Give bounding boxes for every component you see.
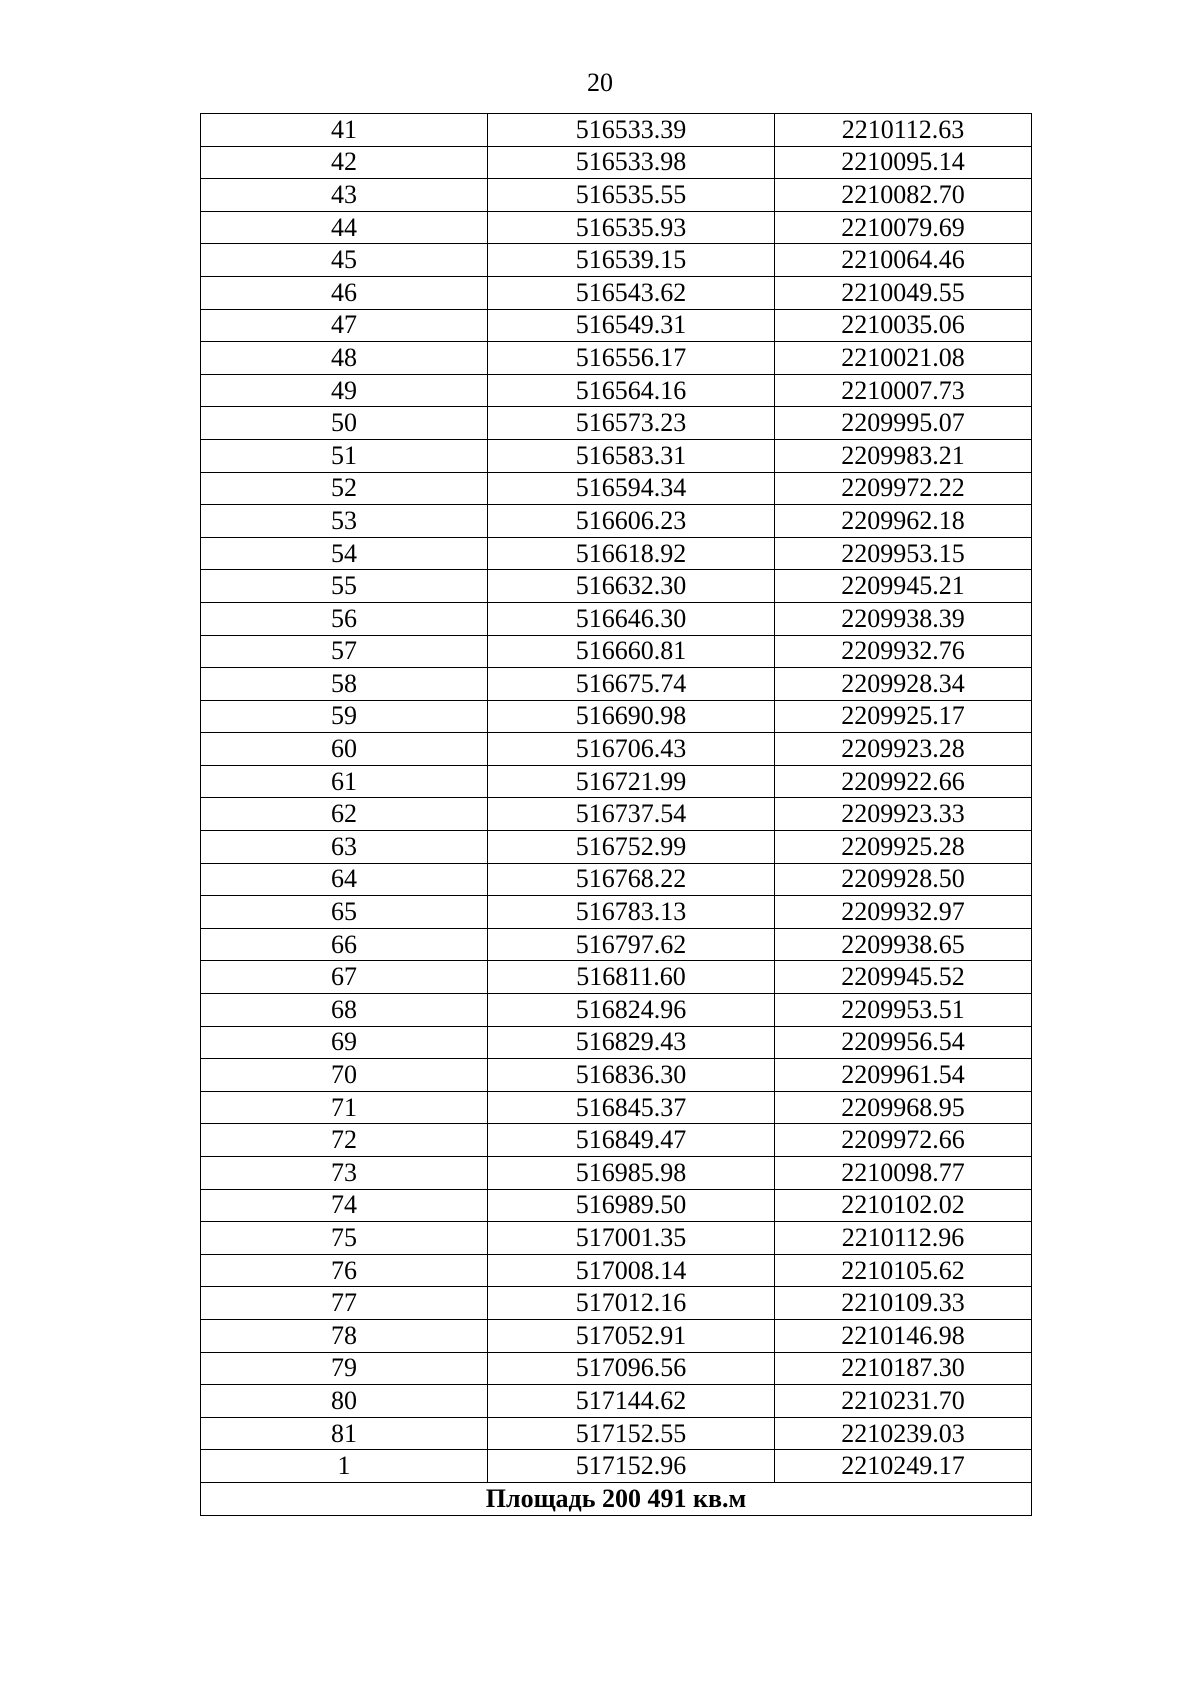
x-coordinate-cell: 516849.47 [488, 1124, 775, 1157]
x-coordinate-cell: 516543.62 [488, 276, 775, 309]
table-row [201, 831, 1032, 864]
x-coordinate-cell: 516556.17 [488, 342, 775, 375]
area-total: Площадь 200 491 кв.м [201, 1482, 1032, 1515]
x-coordinate-cell: 516632.30 [488, 570, 775, 603]
point-number-cell: 52 [201, 472, 488, 505]
table-row [201, 863, 1032, 896]
x-coordinate-cell: 516533.39 [488, 114, 775, 147]
x-coordinate-cell: 516845.37 [488, 1091, 775, 1124]
y-coordinate-cell: 2210187.30 [775, 1352, 1032, 1385]
y-coordinate-cell: 2209972.22 [775, 472, 1032, 505]
x-coordinate-cell: 517144.62 [488, 1385, 775, 1418]
table-row [201, 1091, 1032, 1124]
table-row [201, 439, 1032, 472]
y-coordinate-cell: 2210095.14 [775, 146, 1032, 179]
x-coordinate-cell: 516594.34 [488, 472, 775, 505]
x-coordinate-cell: 516989.50 [488, 1189, 775, 1222]
table-row [201, 1450, 1032, 1483]
area-row [201, 1482, 1032, 1515]
point-number-cell: 76 [201, 1254, 488, 1287]
point-number-cell: 60 [201, 733, 488, 766]
point-number-cell: 65 [201, 896, 488, 929]
point-number-cell: 71 [201, 1091, 488, 1124]
table-row [201, 146, 1032, 179]
y-coordinate-cell: 2209938.39 [775, 602, 1032, 635]
y-coordinate-cell: 2209995.07 [775, 407, 1032, 440]
x-coordinate-cell: 517012.16 [488, 1287, 775, 1320]
x-coordinate-cell: 516721.99 [488, 765, 775, 798]
table-row [201, 407, 1032, 440]
y-coordinate-cell: 2209923.28 [775, 733, 1032, 766]
point-number-cell: 61 [201, 765, 488, 798]
y-coordinate-cell: 2209972.66 [775, 1124, 1032, 1157]
table-row [201, 733, 1032, 766]
point-number-cell: 63 [201, 831, 488, 864]
table-row [201, 1319, 1032, 1352]
table-row [201, 928, 1032, 961]
table-row [201, 994, 1032, 1027]
y-coordinate-cell: 2210112.63 [775, 114, 1032, 147]
point-number-cell: 50 [201, 407, 488, 440]
point-number-cell: 62 [201, 798, 488, 831]
y-coordinate-cell: 2209928.50 [775, 863, 1032, 896]
point-number-cell: 74 [201, 1189, 488, 1222]
y-coordinate-cell: 2210049.55 [775, 276, 1032, 309]
coordinates-table-body [201, 114, 1032, 1483]
point-number-cell: 78 [201, 1319, 488, 1352]
x-coordinate-cell: 516539.15 [488, 244, 775, 277]
x-coordinate-cell: 516811.60 [488, 961, 775, 994]
point-number-cell: 68 [201, 994, 488, 1027]
point-number-cell: 47 [201, 309, 488, 342]
table-row [201, 505, 1032, 538]
x-coordinate-cell: 516535.93 [488, 211, 775, 244]
table-row [201, 1059, 1032, 1092]
point-number-cell: 70 [201, 1059, 488, 1092]
y-coordinate-cell: 2209956.54 [775, 1026, 1032, 1059]
y-coordinate-cell: 2209962.18 [775, 505, 1032, 538]
x-coordinate-cell: 517052.91 [488, 1319, 775, 1352]
x-coordinate-cell: 516564.16 [488, 374, 775, 407]
x-coordinate-cell: 516985.98 [488, 1157, 775, 1190]
x-coordinate-cell: 516824.96 [488, 994, 775, 1027]
y-coordinate-cell: 2210098.77 [775, 1157, 1032, 1190]
x-coordinate-cell: 516618.92 [488, 537, 775, 570]
y-coordinate-cell: 2210007.73 [775, 374, 1032, 407]
y-coordinate-cell: 2210146.98 [775, 1319, 1032, 1352]
x-coordinate-cell: 516768.22 [488, 863, 775, 896]
point-number-cell: 44 [201, 211, 488, 244]
point-number-cell: 41 [201, 114, 488, 147]
x-coordinate-cell: 516535.55 [488, 179, 775, 212]
point-number-cell: 75 [201, 1222, 488, 1255]
y-coordinate-cell: 2210035.06 [775, 309, 1032, 342]
x-coordinate-cell: 516836.30 [488, 1059, 775, 1092]
table-row [201, 342, 1032, 375]
point-number-cell: 73 [201, 1157, 488, 1190]
y-coordinate-cell: 2209925.17 [775, 700, 1032, 733]
x-coordinate-cell: 517001.35 [488, 1222, 775, 1255]
y-coordinate-cell: 2209932.97 [775, 896, 1032, 929]
table-row [201, 309, 1032, 342]
table-row [201, 537, 1032, 570]
point-number-cell: 55 [201, 570, 488, 603]
page-number: 20 [587, 68, 613, 97]
table-row [201, 1124, 1032, 1157]
table-row [201, 668, 1032, 701]
x-coordinate-cell: 516752.99 [488, 831, 775, 864]
point-number-cell: 45 [201, 244, 488, 277]
y-coordinate-cell: 2209938.65 [775, 928, 1032, 961]
y-coordinate-cell: 2210021.08 [775, 342, 1032, 375]
table-row [201, 961, 1032, 994]
y-coordinate-cell: 2209961.54 [775, 1059, 1032, 1092]
y-coordinate-cell: 2209928.34 [775, 668, 1032, 701]
table-row [201, 472, 1032, 505]
table-row [201, 1189, 1032, 1222]
x-coordinate-cell: 516675.74 [488, 668, 775, 701]
y-coordinate-cell: 2209953.15 [775, 537, 1032, 570]
point-number-cell: 58 [201, 668, 488, 701]
x-coordinate-cell: 516737.54 [488, 798, 775, 831]
table-row [201, 179, 1032, 212]
table-row [201, 276, 1032, 309]
y-coordinate-cell: 2209932.76 [775, 635, 1032, 668]
table-row [201, 114, 1032, 147]
point-number-cell: 69 [201, 1026, 488, 1059]
point-number-cell: 67 [201, 961, 488, 994]
point-number-cell: 66 [201, 928, 488, 961]
y-coordinate-cell: 2210064.46 [775, 244, 1032, 277]
table-row [201, 1417, 1032, 1450]
x-coordinate-cell: 516533.98 [488, 146, 775, 179]
table-row [201, 1385, 1032, 1418]
x-coordinate-cell: 516549.31 [488, 309, 775, 342]
point-number-cell: 53 [201, 505, 488, 538]
y-coordinate-cell: 2209945.21 [775, 570, 1032, 603]
y-coordinate-cell: 2210109.33 [775, 1287, 1032, 1320]
point-number-cell: 79 [201, 1352, 488, 1385]
table-row [201, 700, 1032, 733]
y-coordinate-cell: 2209923.33 [775, 798, 1032, 831]
y-coordinate-cell: 2209925.28 [775, 831, 1032, 864]
y-coordinate-cell: 2209922.66 [775, 765, 1032, 798]
point-number-cell: 56 [201, 602, 488, 635]
y-coordinate-cell: 2210102.02 [775, 1189, 1032, 1222]
point-number-cell: 1 [201, 1450, 488, 1483]
y-coordinate-cell: 2209945.52 [775, 961, 1032, 994]
point-number-cell: 64 [201, 863, 488, 896]
x-coordinate-cell: 516606.23 [488, 505, 775, 538]
y-coordinate-cell: 2210082.70 [775, 179, 1032, 212]
y-coordinate-cell: 2210105.62 [775, 1254, 1032, 1287]
table-row [201, 798, 1032, 831]
y-coordinate-cell: 2210239.03 [775, 1417, 1032, 1450]
table-row [201, 1026, 1032, 1059]
x-coordinate-cell: 516690.98 [488, 700, 775, 733]
x-coordinate-cell: 516783.13 [488, 896, 775, 929]
point-number-cell: 49 [201, 374, 488, 407]
point-number-cell: 59 [201, 700, 488, 733]
table-row [201, 635, 1032, 668]
y-coordinate-cell: 2209953.51 [775, 994, 1032, 1027]
point-number-cell: 48 [201, 342, 488, 375]
table-row [201, 1157, 1032, 1190]
x-coordinate-cell: 516797.62 [488, 928, 775, 961]
x-coordinate-cell: 517096.56 [488, 1352, 775, 1385]
x-coordinate-cell: 516573.23 [488, 407, 775, 440]
x-coordinate-cell: 516706.43 [488, 733, 775, 766]
table-row [201, 1222, 1032, 1255]
x-coordinate-cell: 516583.31 [488, 439, 775, 472]
x-coordinate-cell: 516646.30 [488, 602, 775, 635]
x-coordinate-cell: 517152.55 [488, 1417, 775, 1450]
point-number-cell: 80 [201, 1385, 488, 1418]
table-row [201, 1287, 1032, 1320]
y-coordinate-cell: 2209983.21 [775, 439, 1032, 472]
point-number-cell: 54 [201, 537, 488, 570]
y-coordinate-cell: 2210112.96 [775, 1222, 1032, 1255]
y-coordinate-cell: 2210231.70 [775, 1385, 1032, 1418]
table-row [201, 896, 1032, 929]
y-coordinate-cell: 2210249.17 [775, 1450, 1032, 1483]
x-coordinate-cell: 517008.14 [488, 1254, 775, 1287]
table-row [201, 1254, 1032, 1287]
table-row [201, 211, 1032, 244]
point-number-cell: 81 [201, 1417, 488, 1450]
point-number-cell: 46 [201, 276, 488, 309]
point-number-cell: 51 [201, 439, 488, 472]
table-row [201, 374, 1032, 407]
x-coordinate-cell: 517152.96 [488, 1450, 775, 1483]
y-coordinate-cell: 2209968.95 [775, 1091, 1032, 1124]
point-number-cell: 43 [201, 179, 488, 212]
table-row [201, 765, 1032, 798]
y-coordinate-cell: 2210079.69 [775, 211, 1032, 244]
coordinates-table [200, 113, 1032, 1516]
x-coordinate-cell: 516660.81 [488, 635, 775, 668]
table-row [201, 244, 1032, 277]
point-number-cell: 57 [201, 635, 488, 668]
point-number-cell: 72 [201, 1124, 488, 1157]
x-coordinate-cell: 516829.43 [488, 1026, 775, 1059]
table-row [201, 1352, 1032, 1385]
table-row [201, 570, 1032, 603]
point-number-cell: 77 [201, 1287, 488, 1320]
table-row [201, 602, 1032, 635]
point-number-cell: 42 [201, 146, 488, 179]
